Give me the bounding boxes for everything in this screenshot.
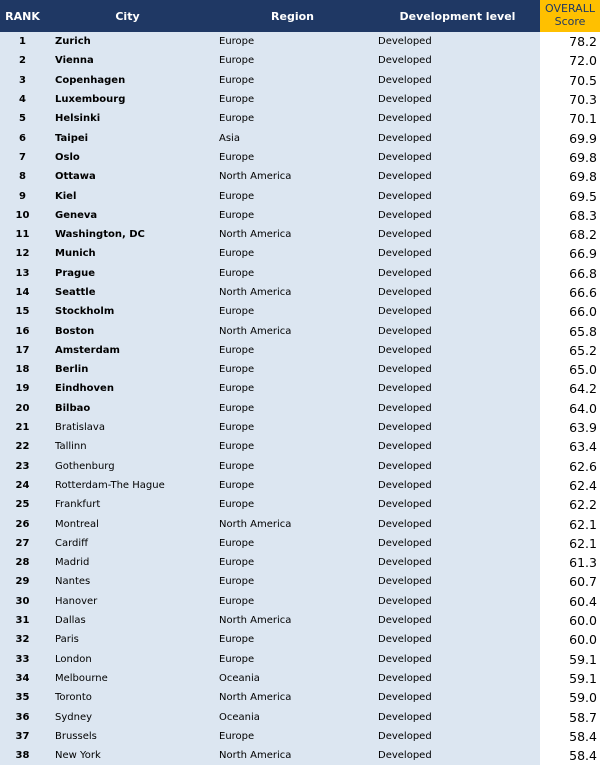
overall-score-cell: 64.0: [540, 399, 600, 418]
development-level-cell: Developed: [375, 707, 540, 726]
table-row: [0, 688, 600, 707]
development-level-cell: Developed: [375, 418, 540, 437]
rank-cell: 26: [0, 514, 45, 533]
table-row: [0, 264, 600, 283]
overall-score-cell: 63.9: [540, 418, 600, 437]
city-cell: Frankfurt: [45, 495, 210, 514]
region-cell: Europe: [210, 630, 375, 649]
header-row: [0, 0, 600, 32]
city-cell: Brussels: [45, 727, 210, 746]
city-cell: Copenhagen: [45, 71, 210, 90]
region-cell: Europe: [210, 109, 375, 128]
overall-score-cell: 69.8: [540, 167, 600, 186]
region-cell: Europe: [210, 244, 375, 263]
score-header-line1: OVERALL: [545, 2, 595, 15]
region-cell: North America: [210, 167, 375, 186]
region-cell: Europe: [210, 437, 375, 456]
region-cell: Europe: [210, 341, 375, 360]
region-cell: Europe: [210, 264, 375, 283]
city-cell: Montreal: [45, 514, 210, 533]
table-row: [0, 572, 600, 591]
development-level-cell: Developed: [375, 148, 540, 167]
development-level-cell: Developed: [375, 495, 540, 514]
overall-score-column-header: [540, 0, 600, 32]
city-cell: Ottawa: [45, 167, 210, 186]
region-cell: Europe: [210, 71, 375, 90]
rank-cell: 11: [0, 225, 45, 244]
region-cell: North America: [210, 611, 375, 630]
development-level-cell: Developed: [375, 128, 540, 147]
rank-cell: 8: [0, 167, 45, 186]
rank-cell: 19: [0, 379, 45, 398]
development-level-cell: Developed: [375, 630, 540, 649]
city-cell: Bratislava: [45, 418, 210, 437]
region-cell: Oceania: [210, 669, 375, 688]
city-cell: Oslo: [45, 148, 210, 167]
overall-score-cell: 58.7: [540, 707, 600, 726]
rank-cell: 25: [0, 495, 45, 514]
table-row: [0, 71, 600, 90]
overall-score-cell: 66.8: [540, 264, 600, 283]
overall-score-cell: 69.8: [540, 148, 600, 167]
rank-cell: 33: [0, 650, 45, 669]
rank-cell: 5: [0, 109, 45, 128]
region-cell: Europe: [210, 457, 375, 476]
table-row: [0, 244, 600, 263]
overall-score-cell: 63.4: [540, 437, 600, 456]
development-level-cell: Developed: [375, 553, 540, 572]
region-cell: Europe: [210, 360, 375, 379]
development-level-cell: Developed: [375, 534, 540, 553]
region-cell: Europe: [210, 206, 375, 225]
region-cell: Europe: [210, 399, 375, 418]
rank-cell: 29: [0, 572, 45, 591]
region-cell: Europe: [210, 553, 375, 572]
rank-cell: 34: [0, 669, 45, 688]
development-level-cell: Developed: [375, 186, 540, 205]
overall-score-cell: 66.9: [540, 244, 600, 263]
table-row: [0, 379, 600, 398]
table-row: [0, 51, 600, 70]
city-cell: Vienna: [45, 51, 210, 70]
city-cell: Amsterdam: [45, 341, 210, 360]
table-row: [0, 707, 600, 726]
table-row: [0, 592, 600, 611]
city-cell: Tallinn: [45, 437, 210, 456]
rank-cell: 13: [0, 264, 45, 283]
region-cell: Europe: [210, 51, 375, 70]
rank-cell: 1: [0, 32, 45, 51]
city-cell: Hanover: [45, 592, 210, 611]
region-cell: North America: [210, 688, 375, 707]
table-row: [0, 495, 600, 514]
region-cell: Europe: [210, 148, 375, 167]
rank-cell: 9: [0, 186, 45, 205]
table-row: [0, 90, 600, 109]
table-header: [0, 0, 600, 32]
development-level-cell: Developed: [375, 302, 540, 321]
region-cell: Europe: [210, 418, 375, 437]
table-row: [0, 650, 600, 669]
city-cell: Geneva: [45, 206, 210, 225]
overall-score-cell: 62.1: [540, 514, 600, 533]
development-level-cell: Developed: [375, 51, 540, 70]
overall-score-cell: 62.2: [540, 495, 600, 514]
region-cell: Europe: [210, 302, 375, 321]
rank-cell: 30: [0, 592, 45, 611]
city-cell: Toronto: [45, 688, 210, 707]
region-cell: Europe: [210, 534, 375, 553]
rank-cell: 15: [0, 302, 45, 321]
rank-cell: 21: [0, 418, 45, 437]
table-row: [0, 128, 600, 147]
city-cell: Helsinki: [45, 109, 210, 128]
table-row: [0, 611, 600, 630]
city-cell: Eindhoven: [45, 379, 210, 398]
table-row: [0, 148, 600, 167]
overall-score-cell: 61.3: [540, 553, 600, 572]
table-row: [0, 514, 600, 533]
table-row: [0, 341, 600, 360]
rank-cell: 36: [0, 707, 45, 726]
table-row: [0, 399, 600, 418]
region-cell: North America: [210, 321, 375, 340]
city-cell: Madrid: [45, 553, 210, 572]
rank-cell: 38: [0, 746, 45, 765]
overall-score-cell: 72.0: [540, 51, 600, 70]
overall-score-cell: 70.3: [540, 90, 600, 109]
city-cell: Gothenburg: [45, 457, 210, 476]
overall-score-cell: 78.2: [540, 32, 600, 51]
overall-score-cell: 68.3: [540, 206, 600, 225]
city-cell: Taipei: [45, 128, 210, 147]
rank-cell: 16: [0, 321, 45, 340]
overall-score-cell: 68.2: [540, 225, 600, 244]
overall-score-cell: 62.6: [540, 457, 600, 476]
overall-score-cell: 59.1: [540, 650, 600, 669]
region-cell: Asia: [210, 128, 375, 147]
rank-cell: 3: [0, 71, 45, 90]
region-cell: Europe: [210, 592, 375, 611]
rank-cell: 14: [0, 283, 45, 302]
city-cell: London: [45, 650, 210, 669]
development-level-cell: Developed: [375, 360, 540, 379]
development-level-cell: Developed: [375, 572, 540, 591]
city-cell: Sydney: [45, 707, 210, 726]
rank-cell: 6: [0, 128, 45, 147]
rank-cell: 7: [0, 148, 45, 167]
table-row: [0, 418, 600, 437]
city-cell: Bilbao: [45, 399, 210, 418]
table-row: [0, 553, 600, 572]
table-row: [0, 206, 600, 225]
score-header-line2: Score: [554, 15, 586, 28]
development-level-cell: Developed: [375, 727, 540, 746]
table-row: [0, 32, 600, 51]
table-row: [0, 630, 600, 649]
rank-cell: 4: [0, 90, 45, 109]
development-level-cell: Developed: [375, 669, 540, 688]
rank-cell: 37: [0, 727, 45, 746]
rank-cell: 22: [0, 437, 45, 456]
development-level-cell: Developed: [375, 514, 540, 533]
overall-score-cell: 66.6: [540, 283, 600, 302]
city-column-header: City: [45, 0, 210, 32]
overall-score-cell: 69.9: [540, 128, 600, 147]
city-cell: Kiel: [45, 186, 210, 205]
overall-score-cell: 60.4: [540, 592, 600, 611]
table-row: [0, 225, 600, 244]
city-cell: Rotterdam-The Hague: [45, 476, 210, 495]
overall-score-cell: 58.4: [540, 746, 600, 765]
overall-score-cell: 70.1: [540, 109, 600, 128]
rank-cell: 35: [0, 688, 45, 707]
development-level-cell: Developed: [375, 283, 540, 302]
region-column-header: Region: [210, 0, 375, 32]
city-cell: Munich: [45, 244, 210, 263]
city-cell: Seattle: [45, 283, 210, 302]
rank-cell: 32: [0, 630, 45, 649]
table-row: [0, 186, 600, 205]
region-cell: Europe: [210, 495, 375, 514]
table-row: [0, 437, 600, 456]
region-cell: Europe: [210, 476, 375, 495]
overall-score-cell: 60.0: [540, 611, 600, 630]
table-row: [0, 302, 600, 321]
region-cell: North America: [210, 514, 375, 533]
city-cell: Paris: [45, 630, 210, 649]
development-level-cell: Developed: [375, 592, 540, 611]
rank-cell: 2: [0, 51, 45, 70]
table-row: [0, 669, 600, 688]
region-cell: Europe: [210, 727, 375, 746]
rank-cell: 23: [0, 457, 45, 476]
development-level-cell: Developed: [375, 71, 540, 90]
development-level-cell: Developed: [375, 244, 540, 263]
rank-cell: 20: [0, 399, 45, 418]
overall-score-cell: 62.4: [540, 476, 600, 495]
region-cell: Europe: [210, 379, 375, 398]
table-row: [0, 283, 600, 302]
overall-score-cell: 66.0: [540, 302, 600, 321]
region-cell: Europe: [210, 572, 375, 591]
city-cell: Stockholm: [45, 302, 210, 321]
development-level-cell: Developed: [375, 90, 540, 109]
overall-score-cell: 58.4: [540, 727, 600, 746]
rank-cell: 12: [0, 244, 45, 263]
city-cell: Cardiff: [45, 534, 210, 553]
table-row: [0, 746, 600, 765]
rank-cell: 28: [0, 553, 45, 572]
development-level-cell: Developed: [375, 109, 540, 128]
table-row: [0, 360, 600, 379]
development-level-cell: Developed: [375, 688, 540, 707]
development-level-cell: Developed: [375, 611, 540, 630]
region-cell: Europe: [210, 32, 375, 51]
city-cell: Boston: [45, 321, 210, 340]
region-cell: North America: [210, 225, 375, 244]
city-cell: Melbourne: [45, 669, 210, 688]
region-cell: Europe: [210, 650, 375, 669]
city-cell: Berlin: [45, 360, 210, 379]
development-level-cell: Developed: [375, 457, 540, 476]
region-cell: North America: [210, 283, 375, 302]
development-level-cell: Developed: [375, 321, 540, 340]
development-level-cell: Developed: [375, 379, 540, 398]
city-cell: Luxembourg: [45, 90, 210, 109]
overall-score-cell: 59.1: [540, 669, 600, 688]
development-level-cell: Developed: [375, 167, 540, 186]
city-cell: Zurich: [45, 32, 210, 51]
development-level-cell: Developed: [375, 32, 540, 51]
overall-score-cell: 65.0: [540, 360, 600, 379]
rank-cell: 17: [0, 341, 45, 360]
development-level-cell: Developed: [375, 746, 540, 765]
overall-score-cell: 62.1: [540, 534, 600, 553]
table-row: [0, 457, 600, 476]
city-cell: Prague: [45, 264, 210, 283]
rank-cell: 10: [0, 206, 45, 225]
development-level-cell: Developed: [375, 341, 540, 360]
table-row: [0, 321, 600, 340]
development-column-header: Development level: [375, 0, 540, 32]
table-body: [0, 32, 600, 765]
city-cell: New York: [45, 746, 210, 765]
overall-score-cell: 60.0: [540, 630, 600, 649]
table-row: [0, 167, 600, 186]
rank-column-header: RANK: [0, 0, 45, 32]
overall-score-cell: 59.0: [540, 688, 600, 707]
development-level-cell: Developed: [375, 650, 540, 669]
table-row: [0, 727, 600, 746]
region-cell: Oceania: [210, 707, 375, 726]
rank-cell: 27: [0, 534, 45, 553]
city-cell: Washington, DC: [45, 225, 210, 244]
city-cell: Nantes: [45, 572, 210, 591]
development-level-cell: Developed: [375, 437, 540, 456]
table-row: [0, 109, 600, 128]
development-level-cell: Developed: [375, 476, 540, 495]
table-row: [0, 534, 600, 553]
region-cell: Europe: [210, 186, 375, 205]
rank-cell: 24: [0, 476, 45, 495]
development-level-cell: Developed: [375, 399, 540, 418]
development-level-cell: Developed: [375, 206, 540, 225]
development-level-cell: Developed: [375, 225, 540, 244]
city-cell: Dallas: [45, 611, 210, 630]
rank-cell: 31: [0, 611, 45, 630]
region-cell: Europe: [210, 90, 375, 109]
overall-score-cell: 60.7: [540, 572, 600, 591]
rank-cell: 18: [0, 360, 45, 379]
region-cell: North America: [210, 746, 375, 765]
overall-score-cell: 69.5: [540, 186, 600, 205]
overall-score-cell: 64.2: [540, 379, 600, 398]
overall-score-cell: 65.8: [540, 321, 600, 340]
table-row: [0, 476, 600, 495]
overall-score-cell: 65.2: [540, 341, 600, 360]
development-level-cell: Developed: [375, 264, 540, 283]
overall-score-cell: 70.5: [540, 71, 600, 90]
